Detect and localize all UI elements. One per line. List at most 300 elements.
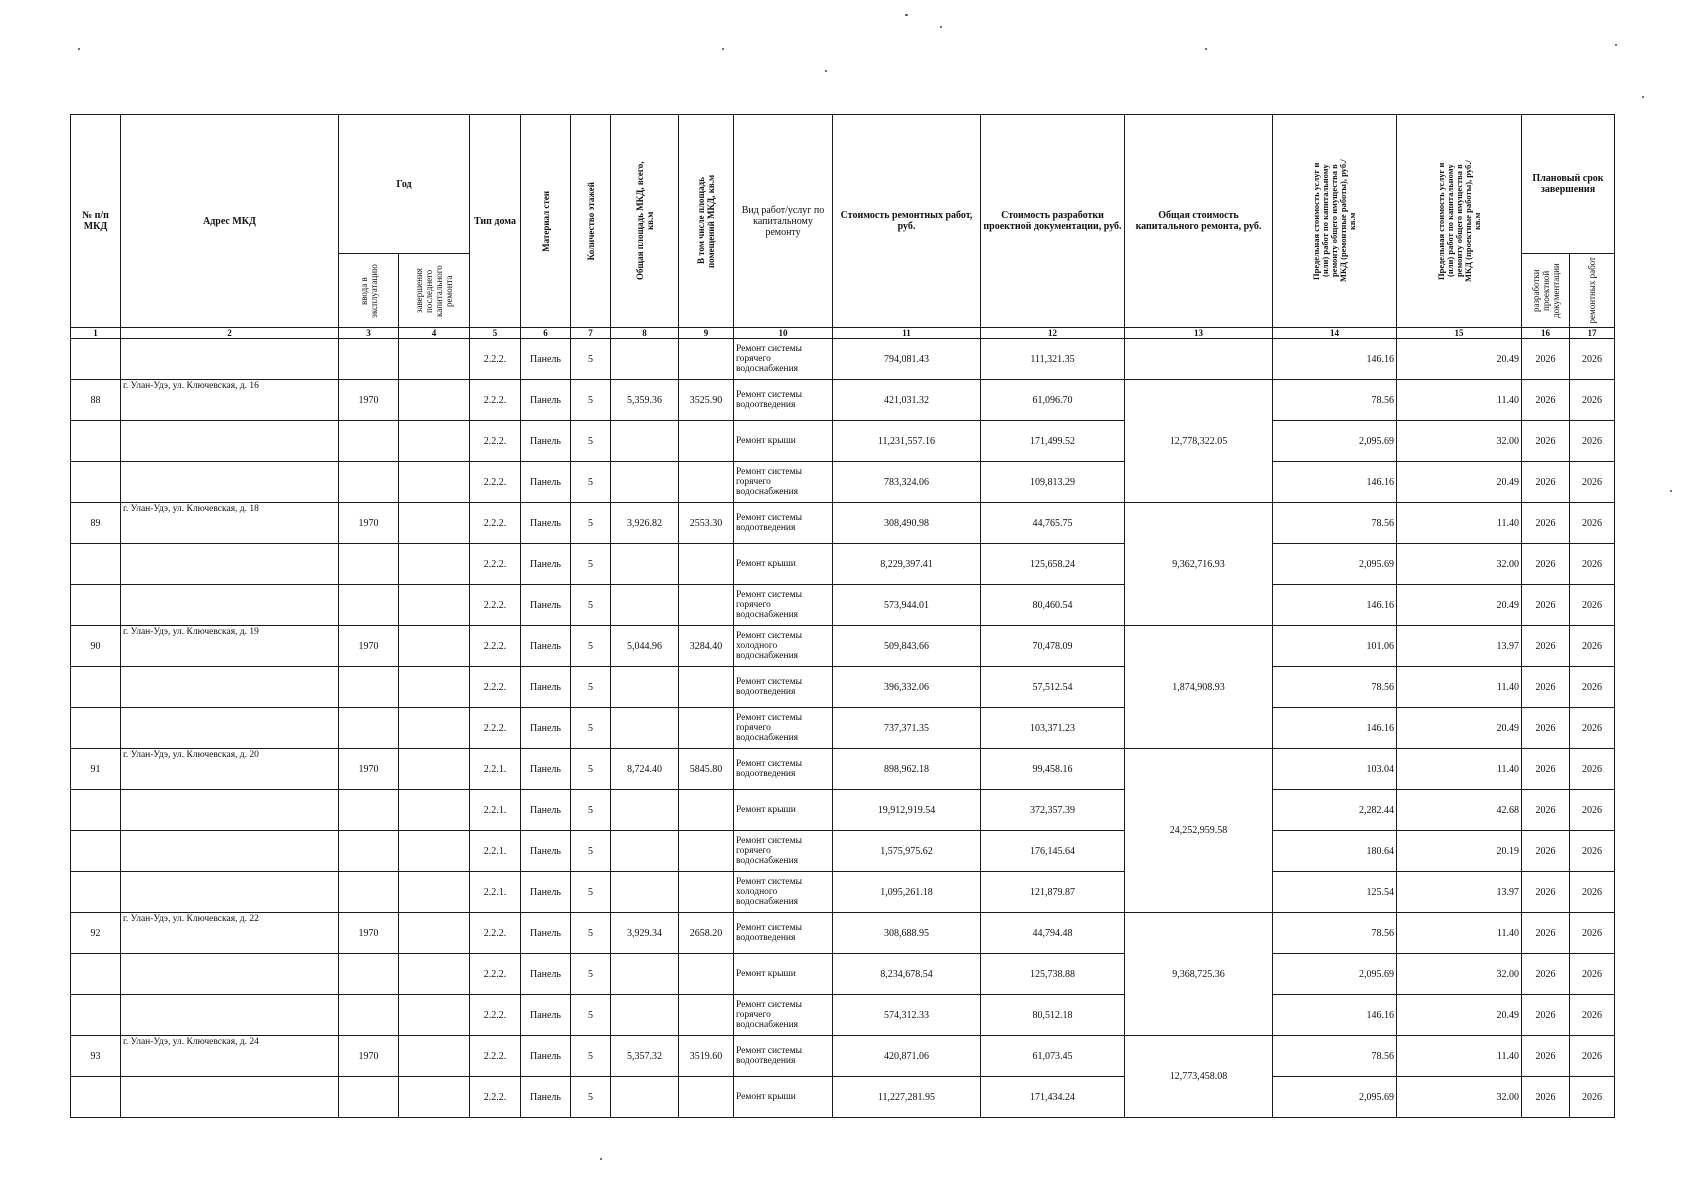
- header-wall-material: [521, 115, 571, 328]
- row-wall-material: Панель: [521, 421, 571, 462]
- table-row: [71, 462, 1615, 503]
- row-house-type: 2.2.2.: [470, 954, 521, 995]
- row-address: г. Улан-Удэ, ул. Ключевская, д. 16: [121, 380, 339, 421]
- row-address: [121, 667, 339, 708]
- table-row: [71, 708, 1615, 749]
- table-row: [71, 339, 1615, 380]
- row-wall-material: Панель: [521, 913, 571, 954]
- row-address: г. Улан-Удэ, ул. Ключевская, д. 18: [121, 503, 339, 544]
- row-year-commission: [339, 667, 399, 708]
- row-work-type: Ремонт системы холодного водоснабжения: [734, 872, 833, 913]
- header-year-commission: [339, 254, 399, 328]
- row-repair-cost: 737,371.35: [833, 708, 981, 749]
- row-limit-repair: 146.16: [1273, 995, 1397, 1036]
- column-number-row: [71, 328, 1615, 339]
- scan-speck: [78, 48, 80, 50]
- row-number: [71, 872, 121, 913]
- scan-speck: [600, 1158, 602, 1160]
- row-wall-material: Панель: [521, 667, 571, 708]
- row-limit-design: 11.40: [1397, 503, 1522, 544]
- row-premises-area: [679, 790, 734, 831]
- row-work-type: Ремонт системы горячего водоснабжения: [734, 585, 833, 626]
- header-num: № п/п МКД: [71, 115, 121, 328]
- row-wall-material: Панель: [521, 1077, 571, 1118]
- row-limit-repair: 78.56: [1273, 503, 1397, 544]
- row-year-last-repair: [399, 339, 470, 380]
- row-number: [71, 339, 121, 380]
- row-year-commission: [339, 954, 399, 995]
- row-wall-material: Панель: [521, 954, 571, 995]
- row-repair-cost: 573,944.01: [833, 585, 981, 626]
- table-row: [71, 790, 1615, 831]
- row-term-repair: 2026: [1570, 995, 1615, 1036]
- row-design-cost: 44,765.75: [981, 503, 1125, 544]
- row-work-type: Ремонт системы водоотведения: [734, 380, 833, 421]
- scan-speck: [905, 14, 908, 16]
- row-design-cost: 121,879.87: [981, 872, 1125, 913]
- row-total-cost: 9,362,716.93: [1125, 503, 1273, 626]
- row-floors: 5: [571, 995, 611, 1036]
- scan-speck: [940, 26, 942, 28]
- row-address: г. Улан-Удэ, ул. Ключевская, д. 22: [121, 913, 339, 954]
- header-year-last-repair: [399, 254, 470, 328]
- row-year-commission: [339, 585, 399, 626]
- row-limit-repair: 2,282.44: [1273, 790, 1397, 831]
- row-number: [71, 421, 121, 462]
- scan-speck: [825, 70, 827, 72]
- row-limit-repair: 146.16: [1273, 585, 1397, 626]
- row-number: 90: [71, 626, 121, 667]
- col-num: 9: [679, 328, 734, 339]
- row-design-cost: 61,096.70: [981, 380, 1125, 421]
- row-house-type: 2.2.2.: [470, 1036, 521, 1077]
- row-year-commission: [339, 421, 399, 462]
- row-wall-material: Панель: [521, 872, 571, 913]
- row-number: [71, 462, 121, 503]
- row-limit-design: 32.00: [1397, 421, 1522, 462]
- row-number: 89: [71, 503, 121, 544]
- row-number: 93: [71, 1036, 121, 1077]
- row-premises-area: [679, 667, 734, 708]
- row-term-design: 2026: [1522, 954, 1570, 995]
- row-year-commission: [339, 872, 399, 913]
- row-limit-design: 32.00: [1397, 1077, 1522, 1118]
- row-wall-material: Панель: [521, 462, 571, 503]
- header-term-repair-label: ремонтных работ: [1587, 257, 1597, 324]
- row-total-area: 5,357.32: [611, 1036, 679, 1077]
- header-year-commission-label: ввода в эксплуатацию: [358, 263, 379, 318]
- row-premises-area: 3284.40: [679, 626, 734, 667]
- row-number: [71, 790, 121, 831]
- row-number: 88: [71, 380, 121, 421]
- row-year-commission: [339, 708, 399, 749]
- row-term-repair: 2026: [1570, 831, 1615, 872]
- row-year-commission: [339, 790, 399, 831]
- header-wall-material-label: Материал стен: [540, 190, 551, 252]
- row-floors: 5: [571, 749, 611, 790]
- row-premises-area: [679, 831, 734, 872]
- row-term-repair: 2026: [1570, 872, 1615, 913]
- row-house-type: 2.2.2.: [470, 995, 521, 1036]
- col-num: 12: [981, 328, 1125, 339]
- row-limit-design: 32.00: [1397, 954, 1522, 995]
- row-wall-material: Панель: [521, 1036, 571, 1077]
- row-limit-design: 13.97: [1397, 872, 1522, 913]
- row-address: г. Улан-Удэ, ул. Ключевская, д. 24: [121, 1036, 339, 1077]
- row-number: 92: [71, 913, 121, 954]
- row-work-type: Ремонт крыши: [734, 954, 833, 995]
- row-total-area: [611, 339, 679, 380]
- row-term-repair: 2026: [1570, 913, 1615, 954]
- row-repair-cost: 308,490.98: [833, 503, 981, 544]
- row-address: [121, 339, 339, 380]
- row-floors: 5: [571, 913, 611, 954]
- row-term-design: 2026: [1522, 380, 1570, 421]
- scan-speck: [1670, 490, 1672, 492]
- row-design-cost: 176,145.64: [981, 831, 1125, 872]
- row-term-design: 2026: [1522, 503, 1570, 544]
- row-number: 91: [71, 749, 121, 790]
- row-year-last-repair: [399, 872, 470, 913]
- col-num: 16: [1522, 328, 1570, 339]
- col-num: 1: [71, 328, 121, 339]
- row-floors: 5: [571, 790, 611, 831]
- row-design-cost: 99,458.16: [981, 749, 1125, 790]
- table-row: [71, 913, 1615, 954]
- row-floors: 5: [571, 503, 611, 544]
- row-work-type: Ремонт системы горячего водоснабжения: [734, 995, 833, 1036]
- row-total-area: 5,044.96: [611, 626, 679, 667]
- row-term-design: 2026: [1522, 708, 1570, 749]
- row-total-area: 5,359.36: [611, 380, 679, 421]
- header-address: Адрес МКД: [121, 115, 339, 328]
- col-num: 8: [611, 328, 679, 339]
- row-design-cost: 111,321.35: [981, 339, 1125, 380]
- row-year-last-repair: [399, 421, 470, 462]
- row-work-type: Ремонт системы горячего водоснабжения: [734, 831, 833, 872]
- header-floors-label: Количество этажей: [585, 181, 596, 261]
- row-wall-material: Панель: [521, 626, 571, 667]
- row-design-cost: 61,073.45: [981, 1036, 1125, 1077]
- row-limit-repair: 180.64: [1273, 831, 1397, 872]
- row-repair-cost: 8,234,678.54: [833, 954, 981, 995]
- row-limit-design: 20.49: [1397, 339, 1522, 380]
- row-house-type: 2.2.2.: [470, 421, 521, 462]
- row-work-type: Ремонт системы горячего водоснабжения: [734, 339, 833, 380]
- row-term-design: 2026: [1522, 790, 1570, 831]
- row-limit-design: 11.40: [1397, 1036, 1522, 1077]
- row-total-area: [611, 954, 679, 995]
- row-wall-material: Панель: [521, 708, 571, 749]
- row-term-repair: 2026: [1570, 380, 1615, 421]
- cost-table-sheet: [70, 114, 1615, 1118]
- row-term-design: 2026: [1522, 831, 1570, 872]
- col-num: 2: [121, 328, 339, 339]
- row-floors: 5: [571, 954, 611, 995]
- row-total-area: [611, 667, 679, 708]
- row-floors: 5: [571, 667, 611, 708]
- row-wall-material: Панель: [521, 995, 571, 1036]
- row-house-type: 2.2.2.: [470, 339, 521, 380]
- row-term-design: 2026: [1522, 626, 1570, 667]
- row-term-design: 2026: [1522, 749, 1570, 790]
- row-wall-material: Панель: [521, 339, 571, 380]
- row-term-repair: 2026: [1570, 667, 1615, 708]
- row-premises-area: [679, 585, 734, 626]
- row-work-type: Ремонт крыши: [734, 421, 833, 462]
- row-year-commission: [339, 462, 399, 503]
- col-num: 17: [1570, 328, 1615, 339]
- row-term-design: 2026: [1522, 667, 1570, 708]
- row-work-type: Ремонт крыши: [734, 544, 833, 585]
- row-year-last-repair: [399, 1036, 470, 1077]
- row-total-cost: 12,778,322.05: [1125, 380, 1273, 503]
- row-design-cost: 109,813.29: [981, 462, 1125, 503]
- row-premises-area: [679, 872, 734, 913]
- row-repair-cost: 794,081.43: [833, 339, 981, 380]
- row-wall-material: Панель: [521, 503, 571, 544]
- header-term-repair: [1570, 254, 1615, 328]
- header-limit-repair: [1273, 115, 1397, 328]
- row-year-last-repair: [399, 585, 470, 626]
- row-repair-cost: 1,575,975.62: [833, 831, 981, 872]
- row-total-area: [611, 462, 679, 503]
- row-total-area: [611, 995, 679, 1036]
- row-total-cost: 24,252,959.58: [1125, 749, 1273, 913]
- row-house-type: 2.2.2.: [470, 1077, 521, 1118]
- row-premises-area: [679, 995, 734, 1036]
- row-premises-area: 3519.60: [679, 1036, 734, 1077]
- row-house-type: 2.2.1.: [470, 872, 521, 913]
- row-year-last-repair: [399, 380, 470, 421]
- row-house-type: 2.2.1.: [470, 831, 521, 872]
- row-house-type: 2.2.2.: [470, 913, 521, 954]
- row-work-type: Ремонт системы водоотведения: [734, 503, 833, 544]
- header-premises-area: [679, 115, 734, 328]
- row-term-repair: 2026: [1570, 954, 1615, 995]
- header-work-type: Вид работ/услуг по капитальному ремонту: [734, 115, 833, 328]
- row-premises-area: 2658.20: [679, 913, 734, 954]
- row-year-last-repair: [399, 790, 470, 831]
- row-floors: 5: [571, 544, 611, 585]
- row-year-commission: [339, 339, 399, 380]
- row-repair-cost: 898,962.18: [833, 749, 981, 790]
- row-year-commission: [339, 544, 399, 585]
- row-term-design: 2026: [1522, 995, 1570, 1036]
- row-work-type: Ремонт системы горячего водоснабжения: [734, 462, 833, 503]
- row-number: [71, 708, 121, 749]
- row-term-repair: 2026: [1570, 1036, 1615, 1077]
- scan-speck: [722, 48, 724, 50]
- row-premises-area: [679, 1077, 734, 1118]
- row-floors: 5: [571, 380, 611, 421]
- row-term-repair: 2026: [1570, 585, 1615, 626]
- row-limit-repair: 2,095.69: [1273, 421, 1397, 462]
- scan-speck: [1205, 48, 1207, 50]
- row-house-type: 2.2.2.: [470, 462, 521, 503]
- row-term-design: 2026: [1522, 462, 1570, 503]
- row-floors: 5: [571, 421, 611, 462]
- row-total-area: [611, 708, 679, 749]
- row-limit-repair: 2,095.69: [1273, 954, 1397, 995]
- row-design-cost: 125,658.24: [981, 544, 1125, 585]
- row-number: [71, 585, 121, 626]
- header-planned-term: Плановый срок завершения: [1522, 115, 1615, 254]
- row-number: [71, 831, 121, 872]
- row-address: [121, 831, 339, 872]
- row-limit-design: 20.49: [1397, 585, 1522, 626]
- row-repair-cost: 1,095,261.18: [833, 872, 981, 913]
- row-term-design: 2026: [1522, 1077, 1570, 1118]
- row-year-last-repair: [399, 503, 470, 544]
- header-year-last-repair-label: завершения последнего капитального ремонта: [414, 264, 454, 317]
- row-number: [71, 995, 121, 1036]
- header-total-area: [611, 115, 679, 328]
- row-term-design: 2026: [1522, 544, 1570, 585]
- header-house-type: Тип дома: [470, 115, 521, 328]
- row-wall-material: Панель: [521, 380, 571, 421]
- col-num: 15: [1397, 328, 1522, 339]
- col-num: 10: [734, 328, 833, 339]
- row-premises-area: [679, 544, 734, 585]
- row-term-repair: 2026: [1570, 626, 1615, 667]
- col-num: 11: [833, 328, 981, 339]
- row-repair-cost: 308,688.95: [833, 913, 981, 954]
- row-total-cost: 12,773,458.08: [1125, 1036, 1273, 1118]
- row-address: [121, 872, 339, 913]
- header-repair-cost: Стоимость ремонтных работ, руб.: [833, 115, 981, 328]
- header-floors: [571, 115, 611, 328]
- row-design-cost: 372,357.39: [981, 790, 1125, 831]
- table-row: [71, 1077, 1615, 1118]
- row-number: [71, 1077, 121, 1118]
- row-premises-area: [679, 462, 734, 503]
- col-num: 14: [1273, 328, 1397, 339]
- row-limit-repair: 146.16: [1273, 339, 1397, 380]
- row-year-last-repair: [399, 667, 470, 708]
- row-limit-design: 20.19: [1397, 831, 1522, 872]
- row-work-type: Ремонт системы водоотведения: [734, 1036, 833, 1077]
- row-work-type: Ремонт системы водоотведения: [734, 749, 833, 790]
- row-total-area: [611, 831, 679, 872]
- row-total-area: [611, 790, 679, 831]
- row-work-type: Ремонт крыши: [734, 1077, 833, 1118]
- col-num: 5: [470, 328, 521, 339]
- row-repair-cost: 574,312.33: [833, 995, 981, 1036]
- row-premises-area: [679, 954, 734, 995]
- row-term-repair: 2026: [1570, 462, 1615, 503]
- row-design-cost: 103,371.23: [981, 708, 1125, 749]
- row-floors: 5: [571, 872, 611, 913]
- row-term-repair: 2026: [1570, 708, 1615, 749]
- row-address: [121, 708, 339, 749]
- row-term-design: 2026: [1522, 339, 1570, 380]
- row-term-repair: 2026: [1570, 790, 1615, 831]
- header-year: Год: [339, 115, 470, 254]
- header-limit-design: [1397, 115, 1522, 328]
- row-term-repair: 2026: [1570, 339, 1615, 380]
- table-row: [71, 380, 1615, 421]
- row-repair-cost: 396,332.06: [833, 667, 981, 708]
- header-premises-area-label: В том числе площадь помещений МКД, кв.м: [696, 174, 716, 268]
- table-row: [71, 872, 1615, 913]
- row-year-last-repair: [399, 544, 470, 585]
- col-num: 13: [1125, 328, 1273, 339]
- row-repair-cost: 421,031.32: [833, 380, 981, 421]
- row-floors: 5: [571, 708, 611, 749]
- row-design-cost: 171,499.52: [981, 421, 1125, 462]
- row-wall-material: Панель: [521, 749, 571, 790]
- row-limit-design: 32.00: [1397, 544, 1522, 585]
- row-year-commission: 1970: [339, 380, 399, 421]
- table-row: [71, 585, 1615, 626]
- row-term-design: 2026: [1522, 913, 1570, 954]
- capital-repair-table: [70, 114, 1615, 1118]
- row-premises-area: [679, 708, 734, 749]
- table-row: [71, 544, 1615, 585]
- scan-speck: [1615, 44, 1617, 46]
- row-floors: 5: [571, 462, 611, 503]
- table-row: [71, 503, 1615, 544]
- row-design-cost: 70,478.09: [981, 626, 1125, 667]
- col-num: 3: [339, 328, 399, 339]
- row-repair-cost: 19,912,919.54: [833, 790, 981, 831]
- row-year-last-repair: [399, 995, 470, 1036]
- row-limit-design: 20.49: [1397, 708, 1522, 749]
- row-limit-repair: 2,095.69: [1273, 1077, 1397, 1118]
- table-row: [71, 421, 1615, 462]
- row-limit-design: 11.40: [1397, 749, 1522, 790]
- row-wall-material: Панель: [521, 544, 571, 585]
- row-year-commission: 1970: [339, 913, 399, 954]
- row-house-type: 2.2.2.: [470, 626, 521, 667]
- row-term-design: 2026: [1522, 872, 1570, 913]
- row-total-cost: 1,874,908.93: [1125, 626, 1273, 749]
- row-premises-area: [679, 339, 734, 380]
- row-number: [71, 544, 121, 585]
- row-address: [121, 462, 339, 503]
- header-total-cost: Общая стоимость капитального ремонта, руб.: [1125, 115, 1273, 328]
- row-address: [121, 954, 339, 995]
- row-repair-cost: 509,843.66: [833, 626, 981, 667]
- table-body: [71, 339, 1615, 1118]
- row-repair-cost: 11,231,557.16: [833, 421, 981, 462]
- row-house-type: 2.2.2.: [470, 708, 521, 749]
- row-total-cost: 9,368,725.36: [1125, 913, 1273, 1036]
- row-design-cost: 80,460.54: [981, 585, 1125, 626]
- row-repair-cost: 11,227,281.95: [833, 1077, 981, 1118]
- row-limit-repair: 78.56: [1273, 667, 1397, 708]
- row-year-last-repair: [399, 462, 470, 503]
- row-term-design: 2026: [1522, 421, 1570, 462]
- row-premises-area: 3525.90: [679, 380, 734, 421]
- table-row: [71, 626, 1615, 667]
- row-number: [71, 667, 121, 708]
- row-house-type: 2.2.2.: [470, 667, 521, 708]
- row-year-commission: 1970: [339, 626, 399, 667]
- row-repair-cost: 420,871.06: [833, 1036, 981, 1077]
- row-design-cost: 80,512.18: [981, 995, 1125, 1036]
- row-floors: 5: [571, 585, 611, 626]
- row-year-last-repair: [399, 1077, 470, 1118]
- col-num: 7: [571, 328, 611, 339]
- row-floors: 5: [571, 339, 611, 380]
- row-limit-design: 20.49: [1397, 995, 1522, 1036]
- row-premises-area: 2553.30: [679, 503, 734, 544]
- row-limit-repair: 125.54: [1273, 872, 1397, 913]
- row-limit-design: 11.40: [1397, 913, 1522, 954]
- row-address: г. Улан-Удэ, ул. Ключевская, д. 20: [121, 749, 339, 790]
